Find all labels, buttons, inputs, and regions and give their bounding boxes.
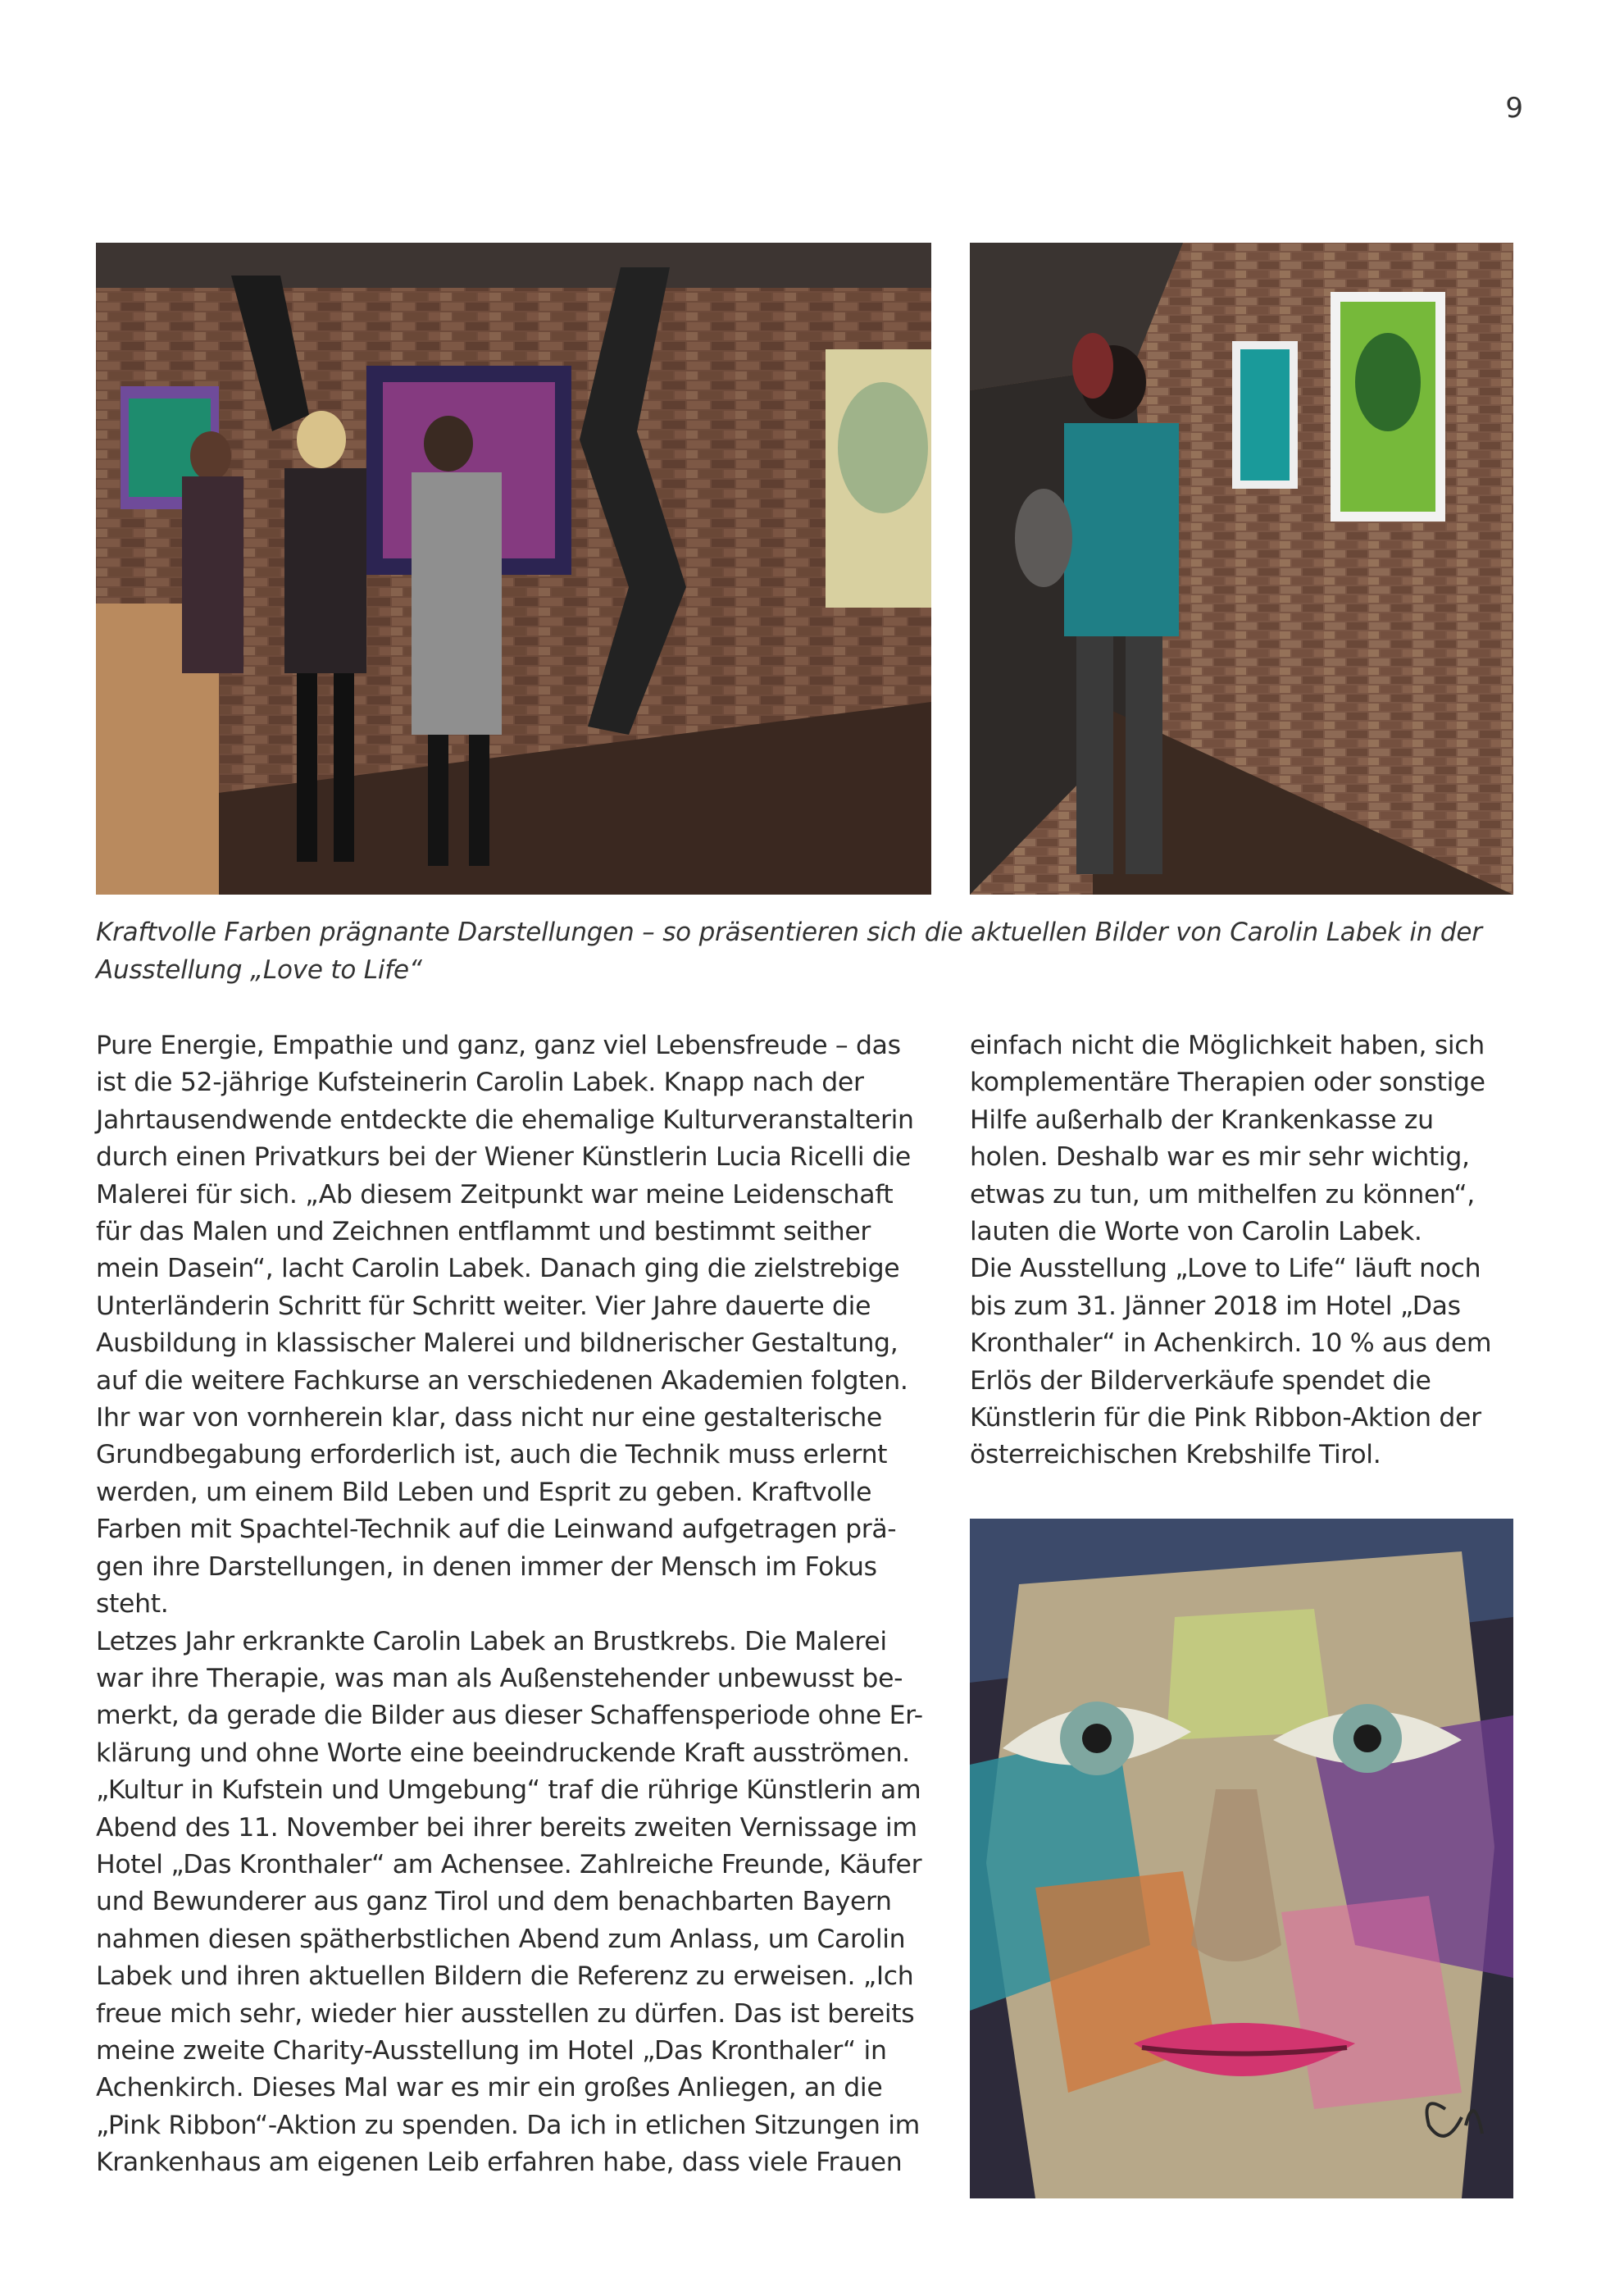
article-line: Ausbildung in klassischer Malerei und bildnerischer Gestaltung, [96, 1328, 898, 1359]
article-line: Labek und ihren aktuellen Bildern die Referenz zu erweisen. „Ich [96, 1961, 914, 1992]
article-line: komplementäre Therapien oder sonstige [970, 1068, 1485, 1098]
article-line: Grundbegabung erforderlich ist, auch die Technik muss erlernt [96, 1440, 888, 1470]
article-line: war ihre Therapie, was man als Außenstehender unbewusst be- [96, 1663, 903, 1693]
article-line: Hilfe außerhalb der Krankenkasse zu [970, 1105, 1434, 1135]
article-line: etwas zu tun, um mithelfen zu können“, [970, 1179, 1475, 1210]
article-line: Ihr war von vornherein klar, dass nicht nur eine gestalterische [96, 1403, 882, 1433]
article-line: Kronthaler“ in Achenkirch. 10 % aus dem [970, 1328, 1492, 1359]
article-line: Krankenhaus am eigenen Leib erfahren habe, dass viele Frauen [96, 2148, 903, 2178]
photo-caption [96, 913, 1522, 989]
article-line: werden, um einem Bild Leben und Esprit zu geben. Kraftvolle [96, 1477, 872, 1507]
article-line: klärung und ohne Worte eine beeindruckende Kraft ausströmen. [96, 1738, 910, 1768]
article-line: Letzes Jahr erkrankte Carolin Labek an Brustkrebs. Die Malerei [96, 1626, 887, 1656]
article-line: Abend des 11. November bei ihrer bereits zweiten Vernissage im [96, 1812, 917, 1843]
article-right-column [970, 1027, 1519, 1474]
article-line: und Bewunderer aus ganz Tirol und dem benachbarten Bayern [96, 1887, 892, 1917]
article-line: merkt, da gerade die Bilder aus dieser Schaffensperiode ohne Er- [96, 1701, 923, 1731]
article-line: holen. Deshalb war es mir sehr wichtig, [970, 1142, 1470, 1173]
article-line: mein Dasein“, lacht Carolin Labek. Danach ging die zielstrebige [96, 1254, 900, 1284]
page-number: 9 [1505, 92, 1523, 125]
article-line: gen ihre Darstellungen, in denen immer der Mensch im Fokus [96, 1551, 877, 1582]
article-line: bis zum 31. Jänner 2018 im Hotel „Das [970, 1291, 1461, 1321]
portrait-painting-photo [970, 1519, 1513, 2198]
article-line: durch einen Privatkurs bei der Wiener Künstlerin Lucia Ricelli die [96, 1142, 911, 1173]
article-line: Malerei für sich. „Ab diesem Zeitpunkt war meine Leidenschaft [96, 1179, 894, 1210]
corridor-visitor-photo [970, 243, 1513, 895]
article-line: Künstlerin für die Pink Ribbon-Aktion der [970, 1403, 1481, 1433]
article-line: für das Malen und Zeichnen entflammt und bestimmt seither [96, 1217, 871, 1247]
article-line: einfach nicht die Möglichkeit haben, sich [970, 1031, 1485, 1060]
caption-line: Ausstellung „Love to Life“ [96, 955, 422, 985]
article-line: ist die 52-jährige Kufsteinerin Carolin Labek. Knapp nach der [96, 1068, 864, 1098]
article-line: meine zweite Charity-Ausstellung im Hotel „Das Kronthaler“ in [96, 2035, 887, 2066]
caption-line: Kraftvolle Farben prägnante Darstellungen – so präsentieren sich die aktuellen Bilder von Carolin Labek in der [96, 918, 1482, 947]
article-line: steht. [96, 1589, 169, 1620]
article-line: Pure Energie, Empathie und ganz, ganz viel Lebensfreude – das [96, 1031, 901, 1060]
article-line: Die Ausstellung „Love to Life“ läuft noch [970, 1254, 1481, 1284]
article-line: österreichischen Krebshilfe Tirol. [970, 1440, 1381, 1470]
article-line: Jahrtausendwende entdeckte die ehemalige Kulturveranstalterin [96, 1105, 914, 1135]
article-line: „Pink Ribbon“-Aktion zu spenden. Da ich in etlichen Sitzungen im [96, 2110, 920, 2140]
article-line: Achenkirch. Dieses Mal war es mir ein großes Anliegen, an die [96, 2073, 883, 2103]
article-line: Farben mit Spachtel-Technik auf die Leinwand aufgetragen prä- [96, 1515, 897, 1545]
article-line: auf die weitere Fachkurse an verschiedenen Akademien folgten. [96, 1365, 908, 1396]
article-line: lauten die Worte von Carolin Labek. [970, 1217, 1422, 1247]
article-line: Unterländerin Schritt für Schritt weiter. Vier Jahre dauerte die [96, 1291, 871, 1321]
article-line: nahmen diesen spätherbstlichen Abend zum Anlass, um Carolin [96, 1924, 906, 1954]
article-left-column [96, 1027, 932, 2182]
article-line: freue mich sehr, wieder hier ausstellen zu dürfen. Das ist bereits [96, 1998, 915, 2029]
exhibition-guests-photo [96, 243, 931, 895]
article-line: „Kultur in Kufstein und Umgebung“ traf die rührige Künstlerin am [96, 1775, 921, 1806]
article-line: Hotel „Das Kronthaler“ am Achensee. Zahlreiche Freunde, Käufer [96, 1849, 922, 1879]
article-line: Erlös der Bilderverkäufe spendet die [970, 1365, 1431, 1396]
